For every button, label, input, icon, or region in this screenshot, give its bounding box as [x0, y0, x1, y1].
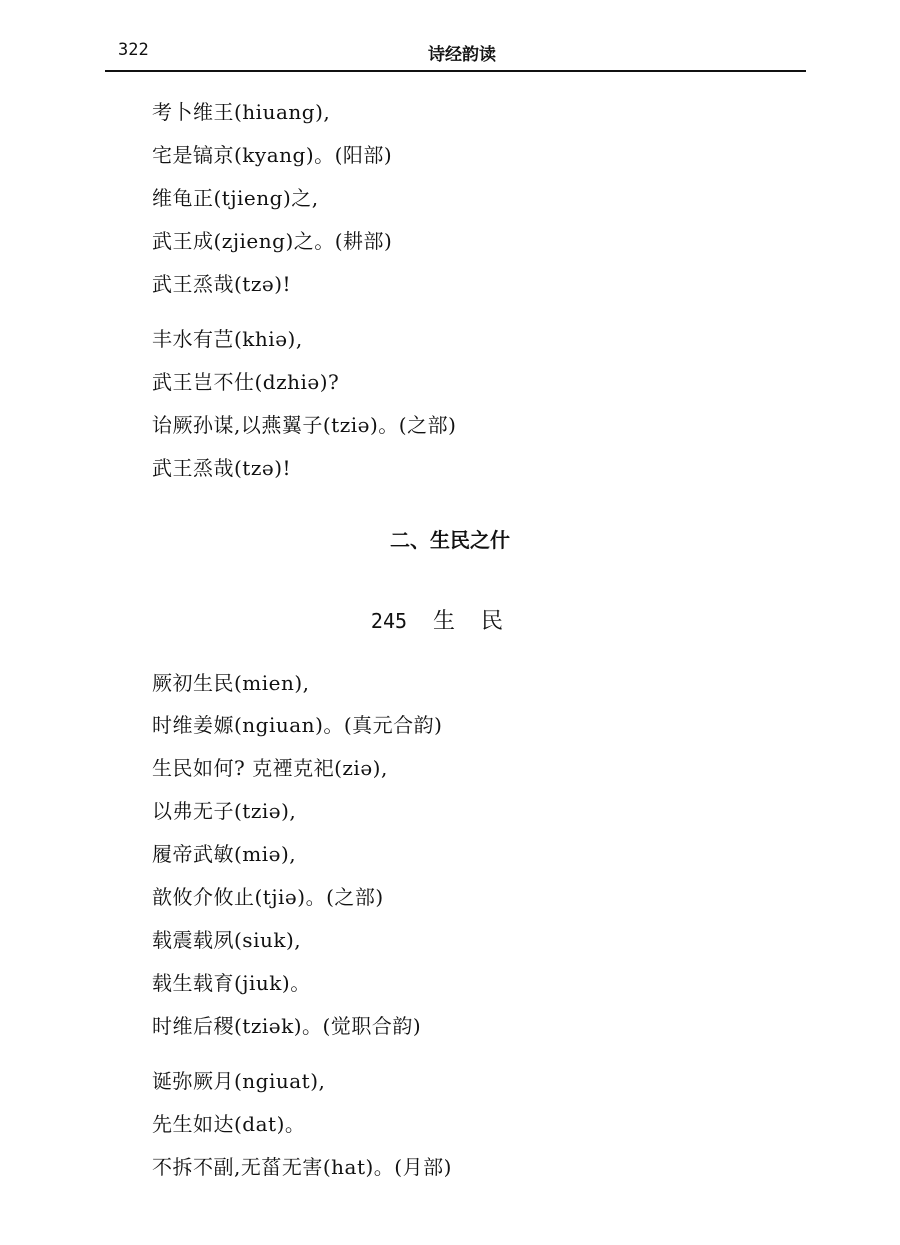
verse-line: 先生如达(dat)。: [152, 1112, 306, 1136]
verse-line: 载震载夙(siuk),: [152, 928, 302, 952]
header-rule: [105, 70, 806, 72]
verse-line: 丰水有芑(khiə),: [152, 327, 303, 351]
running-title: 诗经韵读: [428, 45, 496, 65]
verse-line: 不拆不副,无菑无害(hat)。(月部): [152, 1155, 452, 1179]
verse-line: 履帝武敏(miə),: [152, 842, 297, 866]
poem-number: 245: [370, 609, 408, 633]
page-number: 322: [118, 40, 149, 60]
verse-line: 诒厥孙谋,以燕翼子(tziə)。(之部): [152, 413, 457, 437]
verse-line: 宅是镐京(kyang)。(阳部): [152, 143, 393, 167]
verse-line: 载生载育(jiuk)。: [152, 971, 311, 995]
verse-line: 诞弥厥月(ngiuat),: [152, 1069, 326, 1093]
verse-line: 厥初生民(mien),: [152, 671, 310, 695]
verse-line: 维龟正(tjieng)之,: [152, 186, 319, 210]
verse-line: 时维姜嫄(ngiuan)。(真元合韵): [152, 713, 443, 737]
poem-name: 生民: [433, 609, 530, 634]
verse-line: 时维后稷(tziək)。(觉职合韵): [152, 1014, 422, 1038]
verse-line: 武王烝哉(tzə)!: [152, 456, 292, 480]
verse-line: 考卜维王(hiuang),: [152, 100, 331, 124]
verse-line: 武王岂不仕(dzhiə)?: [152, 370, 340, 394]
verse-line: 武王成(zjieng)之。(耕部): [152, 229, 393, 253]
verse-line: 武王烝哉(tzə)!: [152, 272, 292, 296]
verse-line: 歆攸介攸止(tjiə)。(之部): [152, 885, 384, 909]
verse-line: 以弗无子(tziə),: [152, 799, 297, 823]
page-header: [118, 40, 806, 66]
poem-title: [0, 604, 900, 635]
section-heading: 二、生民之什: [390, 528, 510, 552]
verse-line: 生民如何? 克禋克祀(ziə),: [152, 756, 388, 780]
